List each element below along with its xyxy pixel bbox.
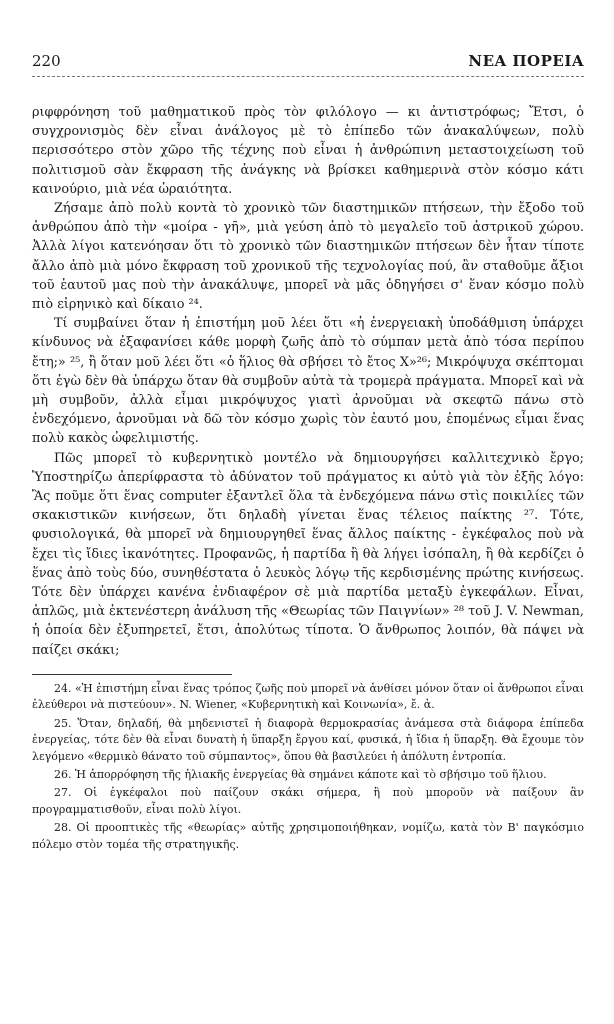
footnote-26: 26. Ἡ ἀπορρόφηση τῆς ἡλιακῆς ἐνεργείας θὰ σημάνει κάποτε καὶ τὸ σβήσιμο τοῦ ἥλιου.: [54, 767, 547, 781]
running-title: ΝΕΑ ΠΟΡΕΙΑ: [468, 52, 584, 70]
footnote-27: 27. Οἱ ἐγκέφαλοι ποὺ παίζουν σκάκι σήμερα, ἢ ποὺ μποροῦν νὰ παίξουν ἂν προγραμματισθοῦν, εἶναι πολὺ λίγοι.: [32, 786, 584, 816]
page-header: [32, 52, 584, 77]
paragraph: Πῶς μπορεῖ τὸ κυβερνητικὸ μοντέλο νὰ δημιουργήσει καλλιτεχνικὸ ἔργο; Ὑποστηρίζω ἀπερίφραστα τὸ ἀδύνατον τοῦ πράγματος κι αὐτὸ γιὰ τὸν ἑξῆς λόγο: Ἂς ποῦμε ὅτι ἕνας computer ἐξαντλεῖ ὅλα τὰ ἐνδεχόμενα πάνω στὶς ποικιλίες τῶν σκακιστικῶν κινήσεων, ὅτι δηλαδὴ γίνεται ἕνας τέλειος παίκτης ²⁷. Τότε, φυσιολογικά, θὰ μπορεῖ νὰ δημιουργηθεῖ ἕνας ἄλλος παίκτης - ἐγκέφαλος ποὺ νὰ ἔχει τὶς ἴδιες ἱκανότητες. Προφανῶς, ἡ παρτίδα ἢ θὰ λήγει ἰσόπαλη, ἢ θὰ κερδίζει ὁ ἕνας ἀπὸ τοὺς δύο, συνηθέστατα ὁ λευκὸς λόγῳ τῆς κερδισμένης πρώτης κινήσεως. Τότε δὲν ὑπάρχει κανένα ἐνδιαφέρον σὲ μιὰ παρτίδα μεταξὺ ἐγκεφάλων. Εἶναι, ἁπλῶς, μιὰ ἐκτενέστερη ἀνάλυση τῆς «Θεωρίας τῶν Παιγνίων» ²⁸ τοῦ J. V. Newman, ἡ ὁποία δὲν ἐξυπηρετεῖ, ἔτσι, ἀπολύτως τίποτα. Ὁ ἄνθρωπος λοιπόν, θὰ πάψει νὰ παίζει σκάκι;: [32, 450, 584, 658]
paragraph: ριφφρόνηση τοῦ μαθηματικοῦ πρὸς τὸν φιλόλογο — κι ἀντιστρόφως; Ἔτσι, ὁ συγχρονισμὸς δὲν εἶναι ἀνάλογος μὲ τὸ ἐπίπεδο τῶν ἀνακαλύψεων, πολὺ περισσότερο στὸν χῶρο τῆς τέχνης ποὺ εἶναι ἡ ἀνθρώπινη μεταστοιχείωση τοῦ πολιτισμοῦ σὰν ἔκφραση τῆς ἀνάγκης νὰ βρίσκει καθημερινὰ στὸν κόσμο κάτι καινούριο, μιὰ νέα ὡραιότητα.: [32, 105, 584, 197]
footnote-28: 28. Οἱ προοπτικὲς τῆς «θεωρίας» αὐτῆς χρησιμοποιήθηκαν, νομίζω, κατὰ τὸν Β' παγκόσμιο πόλεμο στὸν τομέα τῆς στρατηγικῆς.: [32, 821, 584, 851]
footnote-25: 25. Ὅταν, δηλαδή, θὰ μηδενιστεῖ ἡ διαφορὰ θερμοκρασίας ἀνάμεσα στὰ διάφορα ἐπίπεδα ἐνεργείας, τότε δὲν θὰ εἶναι δυνατὴ ἡ ὕπαρξη ἔργου καί, φυσικά, ἡ ἴδια ἡ ὕπαρξη. Θὰ ἔχουμε τὸν λεγόμενο «θερμικὸ θάνατο τοῦ σύμπαντος», ὅπου θὰ βασιλεύει ἡ ἀπόλυτη ἐντροπία.: [32, 716, 584, 763]
footnote-24: 24. «Ἡ ἐπιστήμη εἶναι ἕνας τρόπος ζωῆς ποὺ μπορεῖ νὰ ἀνθίσει μόνον ὅταν οἱ ἄνθρωποι εἶναι ἐλεύθεροι νὰ πιστεύουν». N. Wiener, «Κυβερνητικὴ καὶ Κοινωνία», ἔ. ἀ.: [32, 681, 584, 712]
footnote-divider: [32, 674, 232, 675]
main-text: [32, 103, 584, 660]
paragraph: Τί συμβαίνει ὅταν ἡ ἐπιστήμη μοῦ λέει ὅτι «ἡ ἐνεργειακὴ ὑποδάθμιση ὑπάρχει κίνδυνος νὰ ἐξαφανίσει κάθε μορφὴ ζωῆς ἀπὸ τὸ σύμπαν μετὰ ἀπὸ τόσα περίπου ἔτη;» ²⁵, ἢ ὅταν μοῦ λέει ὅτι «ὁ ἥλιος θὰ σβήσει τὸ ἔτος Χ»²⁶; Μικρόψυχα σκέπτομαι ὅτι ἐγὼ δὲν θὰ ὑπάρχω ὅταν θὰ συμβοῦν αὐτὰ τὰ τρομερὰ πράγματα. Μπορεῖ καὶ νὰ μὴ συμβοῦν, ἀλλὰ εἶμαι μικρόψυχος γιατὶ ἀρνοῦμαι νὰ σκεφτῶ πάνω στὸ ἐνδεχόμενο, ἀρνοῦμαι νὰ δῶ τὸν κόσμο χωρὶς τὸν ἑαυτό μου, ἑπομένως εἶμαι ἕνας πολὺ κακὸς ὠφελιμιστής.: [32, 316, 584, 447]
paragraph: Ζήσαμε ἀπὸ πολὺ κοντὰ τὸ χρονικὸ τῶν διαστημικῶν πτήσεων, τὴν ἔξοδο τοῦ ἀνθρώπου ἀπὸ τὴν «μοίρα - γῆ», μιὰ γεύση ἀπὸ τὸ μεγαλεῖο τοῦ ἀστρικοῦ χώρου. Ἀλλὰ λίγοι κατενόησαν ὅτι τὸ χρονικὸ τῶν διαστημικῶν πτήσεων δὲν ἦταν τίποτε ἄλλο ἀπὸ μιὰ μόνο ἔκφραση τοῦ χρονικοῦ τῆς τεχνολογίας πού, ἂν σταθοῦμε ἄξιοι τοῦ ἑαυτοῦ μας ποὺ τὴν ἀνακάλυψε, μπορεῖ νὰ μᾶς ὁδηγήσει σ' ἕναν κόσμο πολὺ πιὸ εἰρηνικὸ καὶ δίκαιο ²⁴.: [32, 201, 584, 313]
page-number: 220: [32, 52, 61, 70]
footnotes: [32, 681, 584, 853]
